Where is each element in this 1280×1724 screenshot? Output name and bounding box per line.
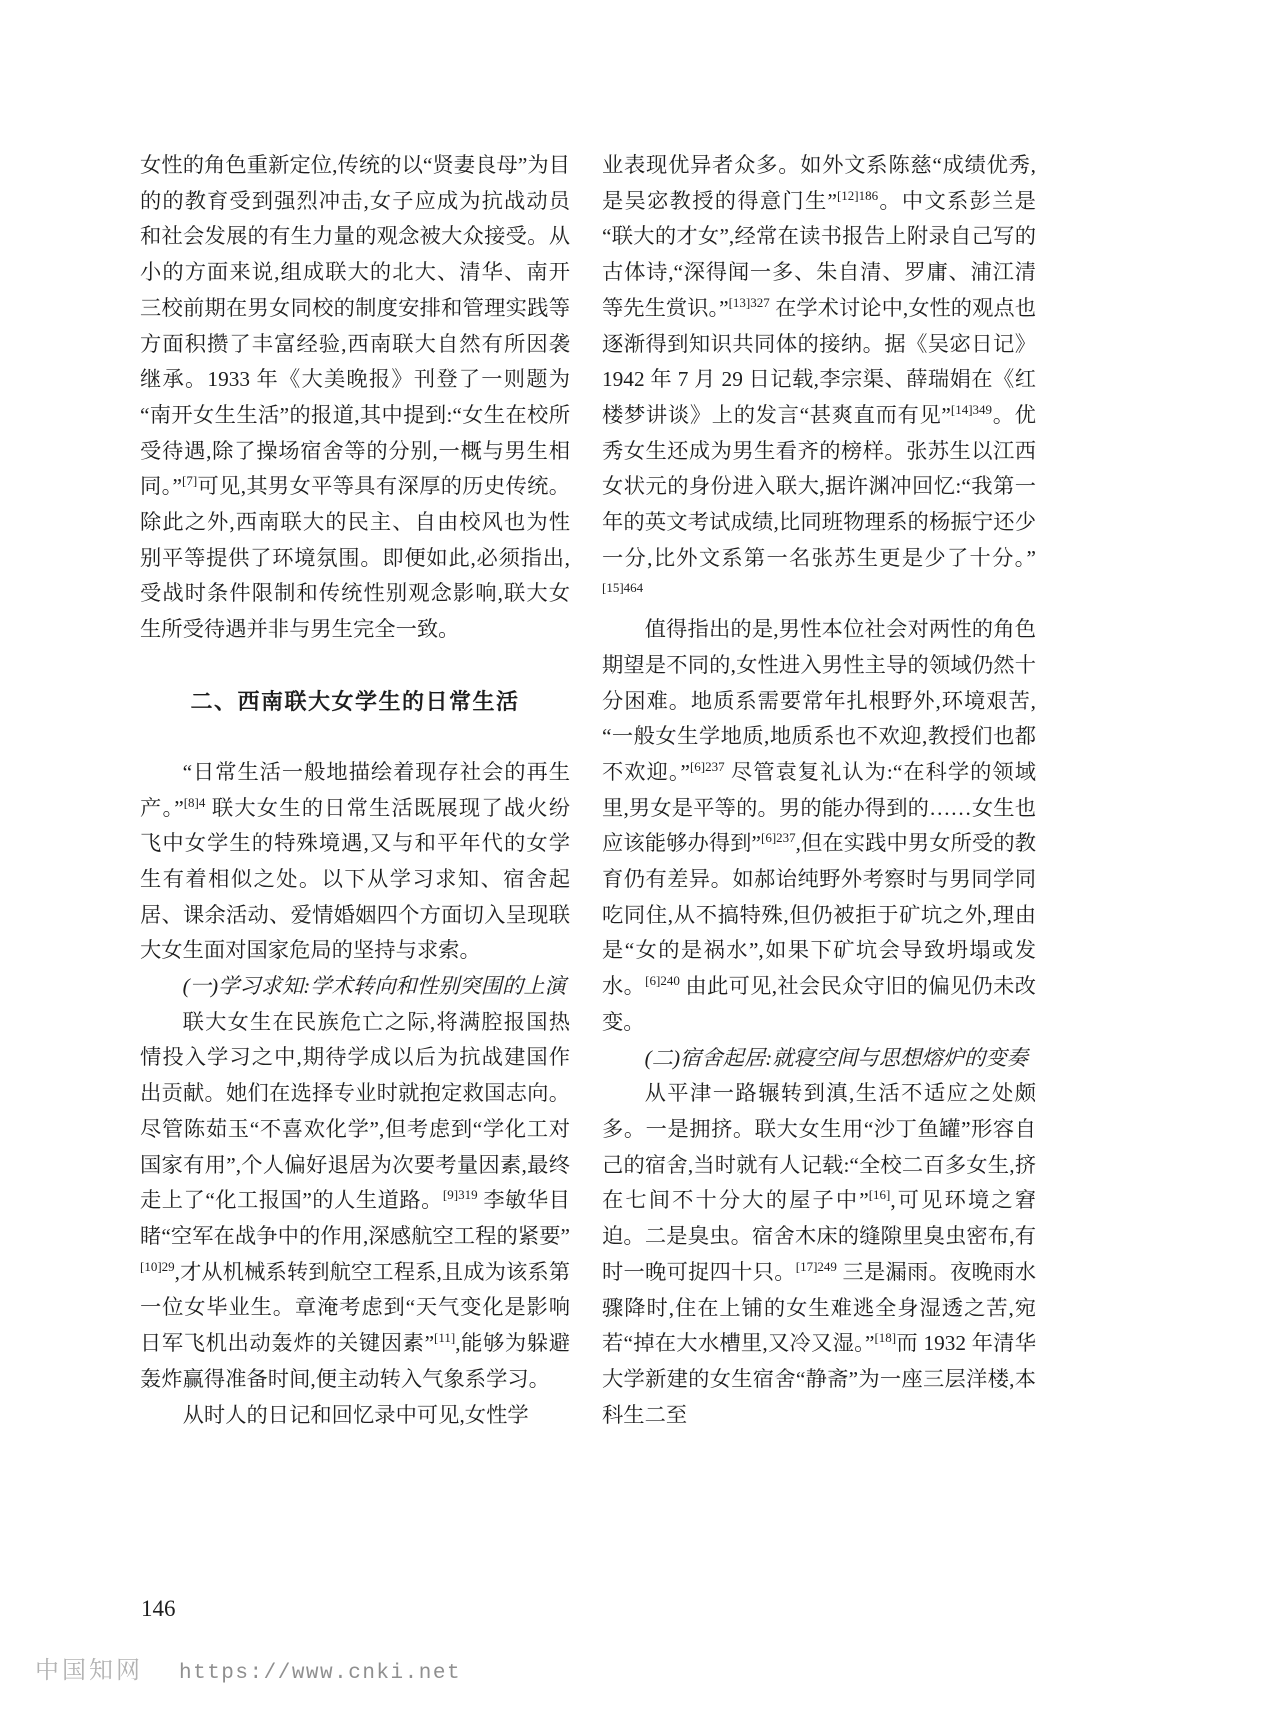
- reference-marker: [12]186: [836, 187, 879, 203]
- reference-marker: [9]319: [442, 1187, 478, 1203]
- reference-marker: [7]: [182, 473, 198, 489]
- body-paragraph: 从平津一路辗转到滇,生活不适应之处颇多。一是拥挤。联大女生用“沙丁鱼罐”形容自己的宿舍,当时就有人记载:“全校二百多女生,挤在七间不十分大的屋子中”[16],可见环境之窘迫。二是臭虫。宿舍木床的缝隙里臭虫密布,有时一晚可捉四十只。$^{[17]249}$ 三是漏雨。夜晚雨水骤降时,住在上铺的女生难逃全身湿透之苦,宛若“掉在大水槽里,又冷又湿。”[18]而 1932 年清华大学新建的女生宿舍“静斋”为一座三层洋楼,本科生二至: [602, 1081, 1036, 1427]
- body-paragraph: “日常生活一般地描绘着现存社会的再生产。”$^{[8]4}$ 联大女生的日常生活既展现了战火纷飞中女学生的特殊境遇,又与和平年代的女学生有着相似之处。以下从学习求知、宿舍起居、课余活动、爱情婚姻四个方面切入呈现联大女生面对国家危局的坚持与求索。: [140, 759, 570, 963]
- section-heading: 二、西南联大女学生的日常生活: [190, 688, 520, 714]
- reference-marker: [8]4: [183, 794, 206, 810]
- reference-marker: [18]: [874, 1330, 897, 1346]
- reference-marker: [10]29: [140, 1258, 175, 1274]
- reference-marker: [16]: [868, 1187, 891, 1203]
- cnki-url-watermark: https://www.cnki.net: [179, 1662, 462, 1685]
- body-paragraph: 值得指出的是,男性本位社会对两性的角色期望是不同的,女性进入男性主导的领域仍然十分困难。地质系需要常年扎根野外,环境艰苦,“一般女生学地质,地质系也不欢迎,教授们也都不欢迎。”$^{[6]237}$ 尽管袁复礼认为:“在科学的领域里,男女是平等的。男的能办得到的……女生也应该能够办得到”$^{[6]237}$,但在实践中男女所受的教育仍有差异。如郝诒纯野外考察时与男同学同吃同住,从不搞特殊,但仍被拒于矿坑之外,理由是“女的是祸水”,如果下矿坑会导致坍塌或发水。$^{[6]240}$ 由此可见,社会民众守旧的偏见仍未改变。: [602, 617, 1036, 1034]
- subsection-heading: (一)学习求知:学术转向和性别突围的上演: [182, 974, 566, 999]
- body-paragraph: 从时人的日记和回忆录中可见,女性学: [182, 1402, 529, 1427]
- text-column-right: [602, 148, 1036, 1433]
- body-paragraph: 联大女生在民族危亡之际,将满腔报国热情投入学习之中,期待学成以后为抗战建国作出贡献。她们在选择专业时就抱定救国志向。尽管陈茹玉“不喜欢化学”,但考虑到“学化工对国家有用”,个人偏好退居为次要考量因素,最终走上了“化工报国”的人生道路。$^{[9]319}$ 李敏华目睹“空军在战争中的作用,深感航空工程的紧要”$^{[10]29}$,才从机械系转到航空工程系,且成为该系第一位女毕业生。章淹考虑到“天气变化是影响日军飞机出动轰炸的关键因素”[11],能够为躲避轰炸赢得准备时间,便主动转入气象系学习。: [140, 1009, 570, 1391]
- subsection-heading: (二)宿舍起居:就寝空间与思想熔炉的变奏: [644, 1045, 1028, 1070]
- reference-marker: [11]: [434, 1330, 456, 1345]
- page-number: 146: [141, 1596, 176, 1621]
- reference-marker: [6]237: [689, 758, 725, 774]
- reference-marker: [6]240: [645, 973, 680, 989]
- reference-marker: [13]327: [728, 294, 770, 310]
- reference-marker: [14]349: [950, 401, 993, 417]
- reference-marker: [17]249: [795, 1258, 837, 1274]
- body-paragraph: 业表现优异者众多。如外文系陈慈“成绩优秀,是吴宓教授的得意门生”$^{[12]186}$。中文系彭兰是“联大的才女”,经常在读书报告上附录自己写的古体诗,“深得闻一多、朱自清、罗庸、浦江清等先生赏识。”$^{[13]327}$ 在学术讨论中,女性的观点也逐渐得到知识共同体的接纳。据《吴宓日记》1942 年 7 月 29 日记载,李宗渠、薛瑞娟在《红楼梦讲谈》上的发言“甚爽直而有见”$^{[14]349}$。优秀女生还成为男生看齐的榜样。张苏生以江西女状元的身份进入联大,据许渊冲回忆:“我第一年的英文考试成绩,比同班物理系的杨振宁还少一分,比外文系第一名张苏生更是少了十分。”$^{[15]464}$: [602, 153, 1036, 596]
- reference-marker: [15]464: [602, 580, 644, 596]
- reference-marker: [6]237: [761, 830, 796, 846]
- body-paragraph: 女性的角色重新定位,传统的以“贤妻良母”为目的的教育受到强烈冲击,女子应成为抗战动员和社会发展的有生力量的观念被大众接受。从小的方面来说,组成联大的北大、清华、南开三校前期在男女同校的制度安排和管理实践等方面积攒了丰富经验,西南联大自然有所因袭继承。1933 年《大美晚报》刊登了一则题为“南开女生生活”的报道,其中提到:“女生在校所受待遇,除了操场宿舍等的分别,一概与男生相同。”[7]可见,其男女平等具有深厚的历史传统。除此之外,西南联大的民主、自由校风也为性别平等提供了环境氛围。即便如此,必须指出,受战时条件限制和传统性别观念影响,联大女生所受待遇并非与男生完全一致。: [140, 153, 571, 642]
- cnki-watermark: [35, 1650, 461, 1685]
- text-column-left: [140, 148, 570, 1433]
- cnki-brand-watermark: 中国知网: [35, 1658, 143, 1684]
